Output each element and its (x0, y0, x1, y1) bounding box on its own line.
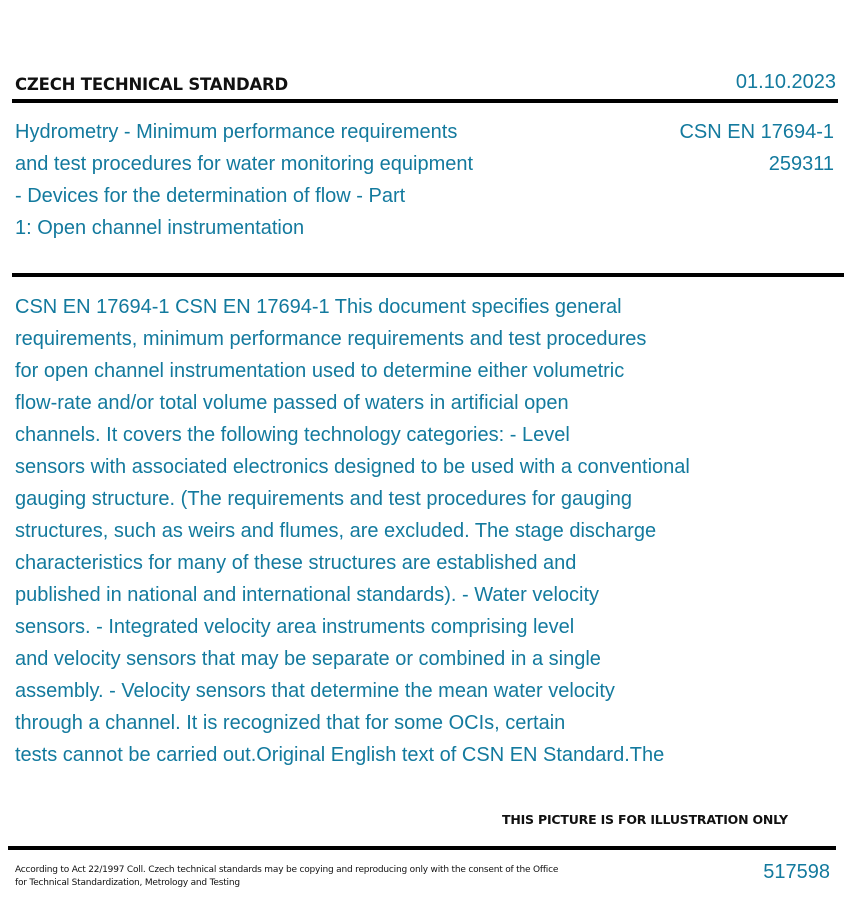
abstract-line: assembly. - Velocity sensors that determine the mean water velocity (15, 680, 615, 702)
standard-identifiers (679, 116, 834, 180)
standard-title (15, 116, 473, 244)
abstract-line: flow-rate and/or total volume passed of waters in artificial open (15, 392, 569, 414)
abstract-line: characteristics for many of these structures are established and (15, 552, 577, 574)
abstract-line: for open channel instrumentation used to determine either volumetric (15, 360, 625, 382)
abstract-line: and velocity sensors that may be separate or combined in a single (15, 648, 601, 670)
abstract-line: sensors with associated electronics designed to be used with a conventional (15, 456, 690, 478)
title-line: Hydrometry - Minimum performance requirements (15, 121, 458, 143)
catalog-number: 259311 (768, 153, 834, 175)
abstract-line: gauging structure. (The requirements and test procedures for gauging (15, 488, 633, 510)
standard-code: CSN EN 17694-1 (679, 121, 834, 143)
footer-divider (8, 846, 836, 850)
document-type-label: CZECH TECHNICAL STANDARD (15, 75, 289, 94)
document-number: 517598 (763, 861, 830, 883)
copyright-note (15, 864, 558, 890)
abstract-line: through a channel. It is recognized that for some OCIs, certain (15, 712, 566, 734)
copyright-line: for Technical Standardization, Metrology and Testing (15, 878, 240, 888)
abstract-line: tests cannot be carried out.Original English text of CSN EN Standard.The (15, 744, 665, 766)
title-divider (12, 273, 844, 277)
header-divider (12, 99, 838, 103)
title-line: 1: Open channel instrumentation (15, 217, 305, 239)
abstract-line: CSN EN 17694-1 CSN EN 17694-1 This document specifies general (15, 296, 622, 318)
title-line: and test procedures for water monitoring equipment (15, 153, 474, 175)
abstract-line: published in national and international standards). - Water velocity (15, 584, 600, 606)
publication-date: 01.10.2023 (735, 71, 836, 93)
illustration-notice: THIS PICTURE IS FOR ILLUSTRATION ONLY (502, 812, 788, 827)
copyright-line: According to Act 22/1997 Coll. Czech technical standards may be copying and reproducing only with the consent of the Office (15, 865, 559, 875)
abstract-line: structures, such as weirs and flumes, are excluded. The stage discharge (15, 520, 657, 542)
abstract-text (15, 291, 690, 771)
abstract-line: sensors. - Integrated velocity area instruments comprising level (15, 616, 575, 638)
abstract-line: channels. It covers the following technology categories: - Level (15, 424, 570, 446)
title-line: - Devices for the determination of flow - Part (15, 185, 406, 207)
abstract-line: requirements, minimum performance requirements and test procedures (15, 328, 647, 350)
